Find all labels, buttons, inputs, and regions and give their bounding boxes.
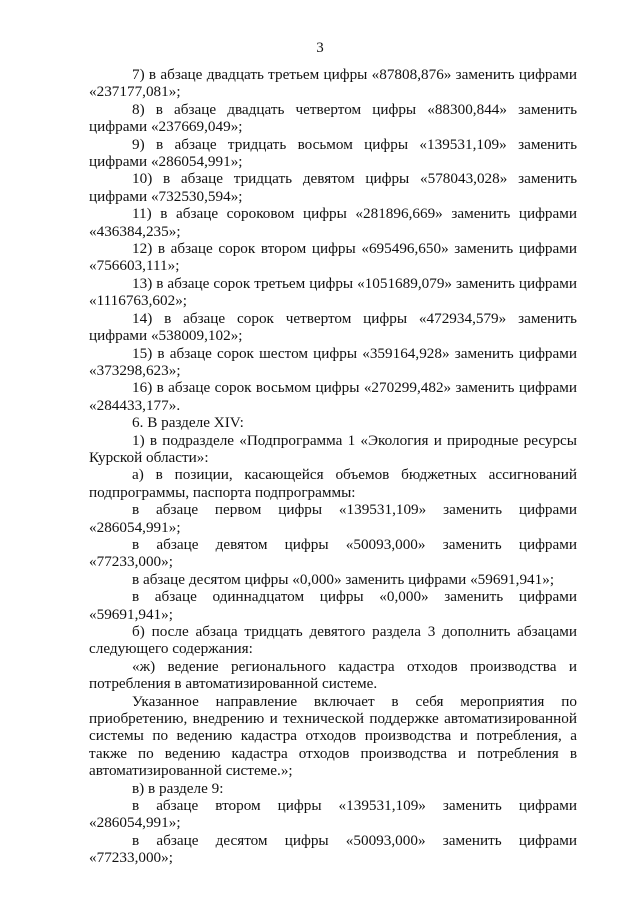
page-number: 3 [316,40,324,56]
amendment-line: в абзаце десятом цифры «0,000» заменить цифрами «59691,941»; [132,570,555,588]
paragraph-item-16: 16) в абзаце сорок восьмом цифры «270299,482» заменить цифрами «284433,177». [89,379,577,414]
paragraph-item-10: 10) в абзаце тридцать девятом цифры «578043,028» заменить цифрами «732530,594»; [89,170,577,205]
paragraph-item-9: 9) в абзаце тридцать восьмом цифры «139531,109» заменить цифрами «286054,991»; [89,135,577,171]
subsection-paragraph: 1) в подразделе «Подпрограмма 1 «Экология и природные ресурсы Курской области»: [89,431,577,466]
document-body [89,66,577,867]
amendment-line: в абзаце одиннадцатом цифры «0,000» заменить цифрами «59691,941»; [89,588,577,623]
paragraph-item-13: 13) в абзаце сорок третьем цифры «1051689,079» заменить цифрами «1116763,602»; [89,274,577,310]
subsection-paragraph: в) в разделе 9: [132,779,224,797]
quoted-paragraph: «ж) ведение регионального кадастра отходов производства и потребления в автоматизированной системе. [89,657,577,693]
position-paragraph: а) в позиции, касающейся объемов бюджетных ассигнований подпрограммы, паспорта подпрограммы: [89,466,577,501]
amendment-line: в абзаце девятом цифры «50093,000» заменить цифрами «77233,000»; [89,535,577,571]
paragraph-item-14: 14) в абзаце сорок четвертом цифры «472934,579» заменить цифрами «538009,102»; [89,309,577,345]
section-heading: 6. В разделе XIV: [132,414,244,432]
paragraph-item-8: 8) в абзаце двадцать четвертом цифры «88300,844» заменить цифрами «237669,049»; [89,100,577,136]
quoted-paragraph: Указанное направление включает в себя мероприятия по приобретению, внедрению и технической поддержке автоматизированной системы по ведению кадастра отходов производства и потребления, а также по ведению кадастра отходов производства и потребления в автоматизированной системе.»; [89,692,577,780]
amendment-line: в абзаце первом цифры «139531,109» заменить цифрами «286054,991»; [89,501,577,536]
addition-paragraph: б) после абзаца тридцать девятого раздела 3 дополнить абзацами следующего содержания: [89,623,577,658]
paragraph-item-11: 11) в абзаце сороковом цифры «281896,669» заменить цифрами «436384,235»; [89,205,577,240]
paragraph-item-7: 7) в абзаце двадцать третьем цифры «87808,876» заменить цифрами «237177,081»; [89,66,577,101]
paragraph-item-15: 15) в абзаце сорок шестом цифры «359164,928» заменить цифрами «373298,623»; [89,344,577,379]
amendment-line: в абзаце десятом цифры «50093,000» заменить цифрами «77233,000»; [89,831,577,867]
amendment-line: в абзаце втором цифры «139531,109» заменить цифрами «286054,991»; [89,797,577,832]
paragraph-item-12: 12) в абзаце сорок втором цифры «695496,650» заменить цифрами «756603,111»; [89,240,577,275]
